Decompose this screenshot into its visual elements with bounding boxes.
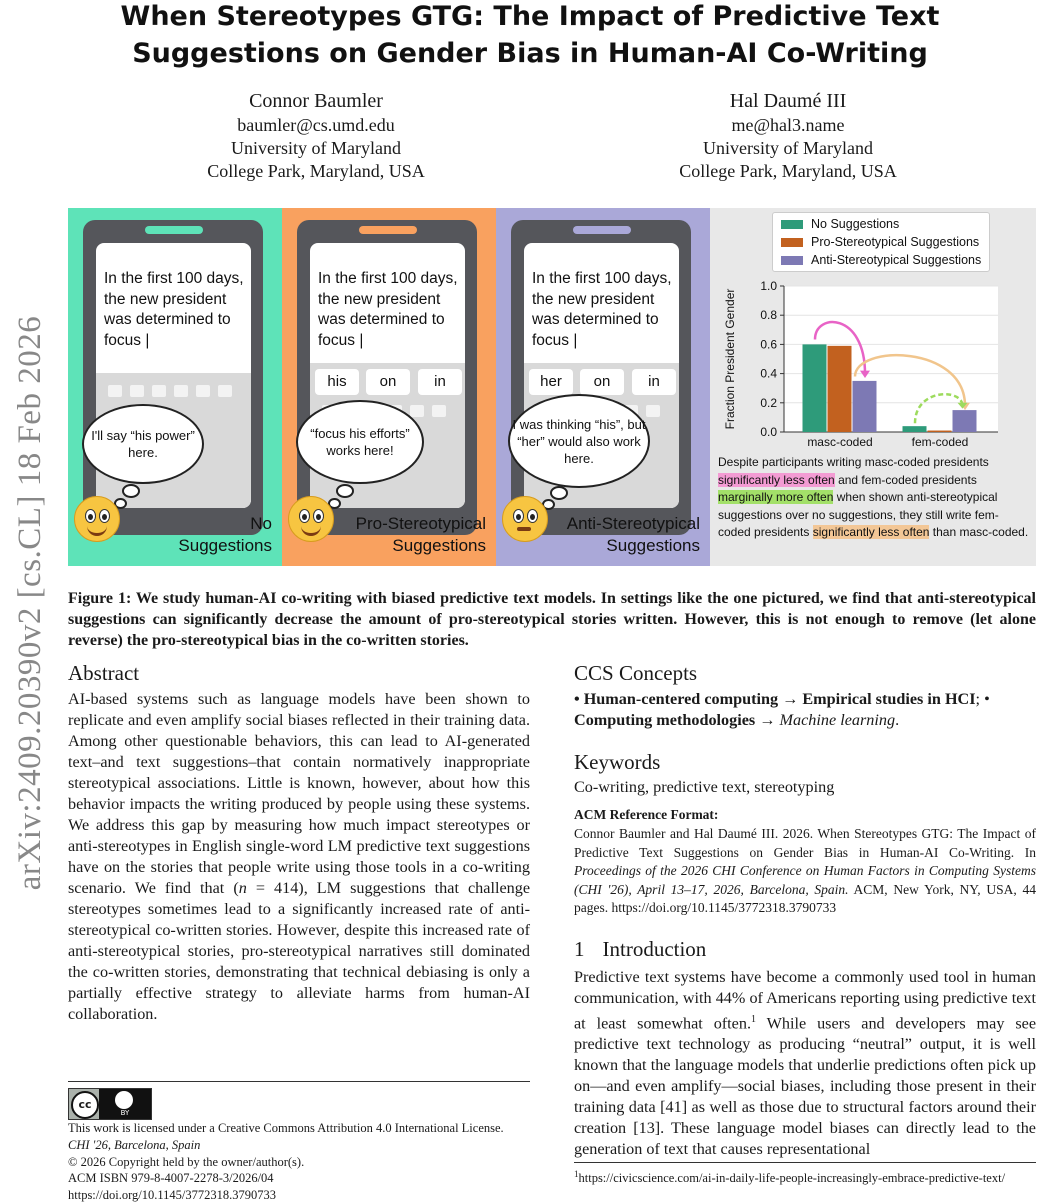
- keywords-heading: Keywords: [574, 750, 661, 774]
- phone-mockup: [511, 220, 691, 535]
- panel-label: Pro-Stereotypical Suggestions: [355, 514, 486, 555]
- author-block-2: [608, 88, 968, 183]
- x-tick-label: masc-coded: [807, 435, 873, 449]
- panel-pro-stereotypical: [282, 208, 496, 566]
- y-tick-label: 0.2: [760, 395, 777, 410]
- suggestion-chip[interactable]: on: [580, 369, 624, 395]
- cc-icon: cc: [71, 1091, 99, 1119]
- attribution-icon: [115, 1091, 133, 1109]
- bar-fem-coded-0: [903, 426, 927, 432]
- suggestion-chip[interactable]: in: [632, 369, 676, 395]
- cc-license-badge[interactable]: cc BY: [68, 1088, 152, 1120]
- thought-bubble: I was thinking “his”, but “her” would also work here.: [508, 394, 650, 488]
- phone-mockup: [297, 220, 477, 535]
- y-tick-label: 1.0: [760, 279, 777, 293]
- screen-text: In the first 100 days, the new president was determined to focus |: [532, 270, 672, 349]
- legend-item: Pro-Stereotypical Suggestions: [781, 234, 979, 250]
- keywords-text: Co-writing, predictive text, stereotyping: [574, 778, 835, 796]
- author-affiliation: University of Maryland: [703, 138, 873, 158]
- intro-text: Predictive text systems have become a commonly used tool in human communication, with 44% of Americans reporting using predictive text at least somewhat often.$^1$ While users and developers may see predictive text technology as producing “neutral” output, it is well known that the language models that underlie predictions often pick up on—and even amplify—social biases, including those present in their training data [41] as well as those due to structural factors around their creation [13]. These language model biases can directly lead to the generation of text that causes representational: [574, 968, 1036, 1159]
- chart-legend: [772, 212, 990, 272]
- phone-notch: [359, 226, 417, 234]
- panel-label: No Suggestions: [178, 514, 272, 555]
- suggestion-chip[interactable]: in: [418, 369, 462, 395]
- suggestion-chip[interactable]: his: [315, 369, 359, 395]
- abstract-heading: Abstract: [68, 661, 140, 685]
- y-axis-label: Fraction President Gender: [723, 288, 737, 430]
- bar-masc-coded-1: [828, 346, 852, 432]
- y-tick-label: 0.4: [760, 366, 777, 381]
- bar-masc-coded-0: [803, 344, 827, 432]
- figure-caption: Figure 1: We study human-AI co-writing with biased predictive text models. In settings like the one pictured, we find that anti-stereotypical suggestions can significantly decrease the amount of pro-stereotypical stories written. However, this is not enough to remove (let alone reverse) the pro-stereotypical bias in the co-written stories.: [68, 590, 1036, 649]
- x-tick-label: fem-coded: [911, 435, 969, 449]
- screen-text: In the first 100 days, the new president was determined to focus |: [318, 270, 458, 349]
- license-block: [68, 1081, 530, 1203]
- acm-ref-heading: ACM Reference Format:: [574, 807, 719, 822]
- author-email[interactable]: me@hal3.name: [731, 115, 845, 135]
- author-location: College Park, Maryland, USA: [679, 161, 897, 181]
- suggestion-chip[interactable]: her: [529, 369, 573, 395]
- ccs-heading: CCS Concepts: [574, 661, 698, 685]
- figure-1: [68, 208, 1036, 566]
- y-tick-label: 0.6: [760, 337, 777, 352]
- arxiv-stamp: arXiv:2409.20390v2 [cs.CL] 18 Feb 2026: [12, 315, 48, 891]
- bar-fem-coded-1: [928, 431, 952, 432]
- phone-mockup: [83, 220, 263, 535]
- paper-title: When Stereotypes GTG: The Impact of Predictive Text Suggestions on Gender Bias in Human-AI Co-Writing: [120, 1, 940, 69]
- intro-heading: 1 Introduction: [574, 937, 707, 961]
- suggestion-chip[interactable]: on: [366, 369, 410, 395]
- bar-chart: [710, 270, 1036, 454]
- y-tick-label: 0.8: [760, 308, 777, 323]
- ccs-text: • Human-centered computing → Empirical studies in HCI; • Computing methodologies → Machine learning.: [574, 690, 990, 729]
- license-text: This work is licensed under a Creative Commons Attribution 4.0 International License. CHI '26, Barcelona, Spain © 2026 Copyright held by the owner/author(s). ACM ISBN 979-8-4007-2278-3/2026/04 https://doi.org/10.1145/3772318.3790733: [68, 1120, 530, 1204]
- bar-fem-coded-2: [953, 410, 977, 432]
- phone-notch: [145, 226, 203, 234]
- abstract-text: AI-based systems such as language models have been shown to replicate and even amplify social biases reflected in their training data. Among other questionable behaviors, this can lead to AI-generated text–and text suggestions–that contain normatively inappropriate stereotypical associations. Little is known, however, about how this behavior impacts the writing produced by people using these systems. We address this gap by measuring how much impact stereotypes or anti-stereotypes in English single-word LM predictive text suggestions have on the stories that people write using those tools in a co-writing scenario. We find that (n = 414), LM suggestions that challenge stereotypes sometimes lead to a significantly increased rate of anti-stereotypical co-written stories. However, despite this increased rate of anti-stereotypical stories, pro-stereotypical narratives still dominated the co-written stories, demonstrating that technical debiasing is only a partially effective strategy to alleviate harms from human-AI collaboration.: [68, 690, 530, 1023]
- panel-label: Anti-Stereotypical Suggestions: [566, 514, 700, 555]
- acm-ref-text: Connor Baumler and Hal Daumé III. 2026. When Stereotypes GTG: The Impact of Predictive Text Suggestions on Gender Bias in Human-AI Co-Writing. In Proceedings of the 2026 CHI Conference on Human Factors in Computing Systems (CHI '26), April 13–17, 2026, Barcelona, Spain. ACM, New York, NY, USA, 44 pages. https://doi.org/10.1145/3772318.3790733: [574, 826, 1036, 915]
- chart-panel: [710, 208, 1036, 566]
- panel-anti-stereotypical: [496, 208, 710, 566]
- phone-notch: [573, 226, 631, 234]
- panel-no-suggestions: [68, 208, 282, 566]
- smiling-face-icon: [74, 496, 120, 542]
- thought-bubble: “focus his efforts” works here!: [296, 400, 424, 484]
- author-name: Hal Daumé III: [729, 90, 847, 112]
- doi-link[interactable]: https://doi.org/10.1145/3772318.3790733: [68, 1188, 276, 1203]
- chart-caption: Despite participants writing masc-coded presidents significantly less often and fem-coded presidents marginally more often when shown anti-stereotypical suggestions over no suggestions, they still write fem-coded presidents significantly less often than masc-coded.: [718, 455, 1029, 539]
- bar-masc-coded-2: [853, 381, 877, 432]
- author-location: College Park, Maryland, USA: [207, 161, 425, 181]
- author-block-1: [136, 88, 496, 183]
- footnote: $^1$https://civicscience.com/ai-in-daily-life-people-increasingly-embrace-predictive-text/: [574, 1162, 1036, 1186]
- legend-item: Anti-Stereotypical Suggestions: [781, 252, 981, 268]
- footnote-link[interactable]: https://civicscience.com/ai-in-daily-life-people-increasingly-embrace-predictive-text/: [578, 1171, 1006, 1186]
- author-affiliation: University of Maryland: [231, 138, 401, 158]
- legend-item: No Suggestions: [781, 216, 899, 232]
- author-email[interactable]: baumler@cs.umd.edu: [237, 115, 395, 135]
- screen-text: In the first 100 days, the new president was determined to focus |: [104, 270, 244, 349]
- thought-bubble: I'll say “his power” here.: [82, 404, 204, 484]
- y-tick-label: 0.0: [760, 425, 777, 439]
- author-name: Connor Baumler: [249, 90, 383, 112]
